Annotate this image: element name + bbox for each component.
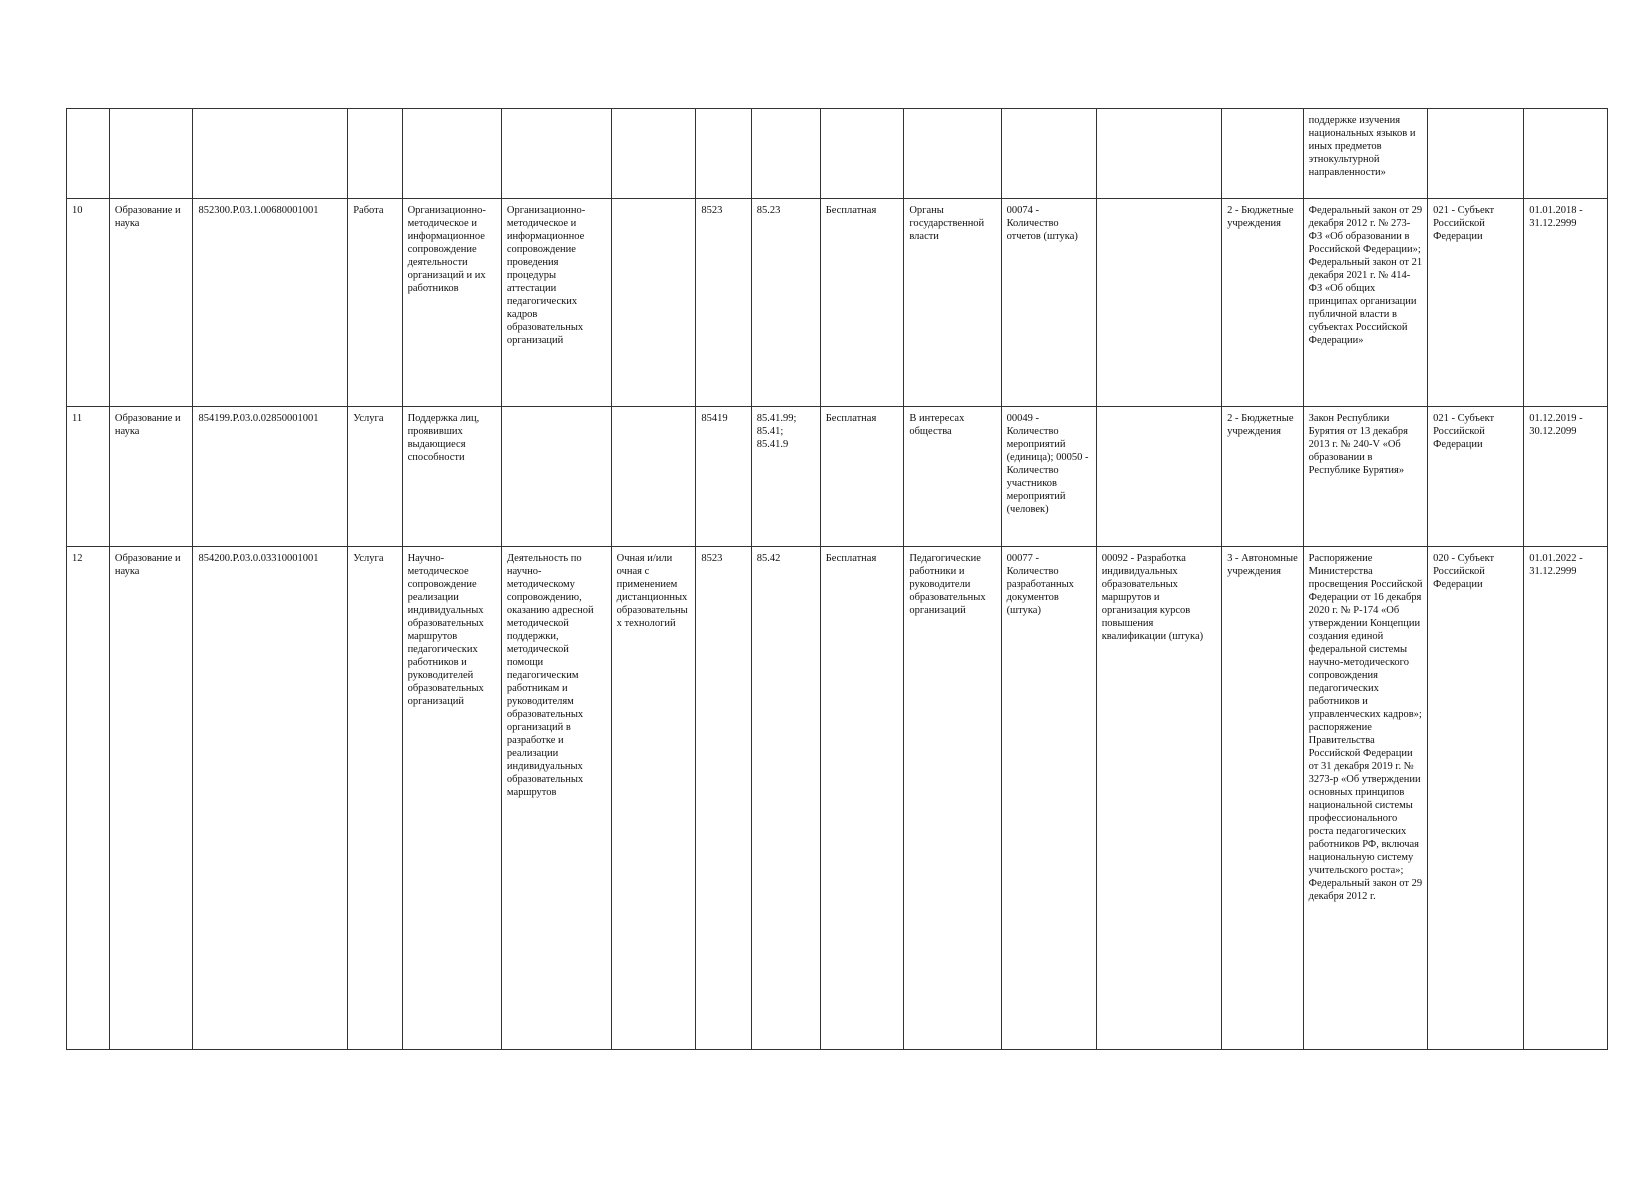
- cell-legal-basis: поддержке изучения национальных языков и иных предметов этнокультурной направленности»: [1303, 109, 1427, 199]
- cell-okved-code: 85419: [696, 407, 751, 547]
- cell-payment: Бесплатная: [820, 547, 904, 1050]
- cell-sector: Образование и наука: [109, 199, 193, 407]
- cell-legal-basis: Закон Республики Бурятия от 13 декабря 2013 г. № 240-V «Об образовании в Республике Бурятия»: [1303, 407, 1427, 547]
- table-row-continuation: [67, 109, 1608, 199]
- cell-okpd-code: [751, 109, 820, 199]
- cell-type: Услуга: [348, 547, 402, 1050]
- cell-institution-type: 2 - Бюджетные учреждения: [1222, 199, 1304, 407]
- table-row: [67, 199, 1608, 407]
- cell-content: [501, 407, 611, 547]
- cell-conditions: [611, 109, 696, 199]
- cell-service-name: Научно-методическое сопровождение реализации индивидуальных образовательных маршрутов педагогических работников и руководителей образовательных организаций: [402, 547, 501, 1050]
- cell-okpd-code: 85.42: [751, 547, 820, 1050]
- cell-consumers: [904, 109, 1001, 199]
- cell-okved-code: [696, 109, 751, 199]
- cell-consumers: Педагогические работники и руководители образовательных организаций: [904, 547, 1001, 1050]
- cell-volume-indicator: 00077 - Количество разработанных документов (штука): [1001, 547, 1096, 1050]
- table-row: [67, 407, 1608, 547]
- cell-volume-indicator: 00049 - Количество мероприятий (единица); 00050 - Количество участников мероприятий (человек): [1001, 407, 1096, 547]
- cell-number: [67, 109, 110, 199]
- cell-okved-code: 8523: [696, 199, 751, 407]
- cell-content: [501, 109, 611, 199]
- cell-sector: [109, 109, 193, 199]
- cell-okved-code: 8523: [696, 547, 751, 1050]
- cell-authority: [1428, 109, 1524, 199]
- cell-payment: [820, 109, 904, 199]
- cell-number: 10: [67, 199, 110, 407]
- cell-registry-code: [193, 109, 348, 199]
- cell-period: 01.01.2022 - 31.12.2999: [1524, 547, 1608, 1050]
- cell-payment: Бесплатная: [820, 407, 904, 547]
- cell-service-name: [402, 109, 501, 199]
- cell-volume-indicator: [1001, 109, 1096, 199]
- cell-conditions: Очная и/или очная с применением дистанционных образовательных технологий: [611, 547, 696, 1050]
- cell-consumers: Органы государственной власти: [904, 199, 1001, 407]
- cell-period: 01.01.2018 - 31.12.2999: [1524, 199, 1608, 407]
- cell-authority: 020 - Субъект Российской Федерации: [1428, 547, 1524, 1050]
- cell-type: Услуга: [348, 407, 402, 547]
- cell-number: 12: [67, 547, 110, 1050]
- cell-period: [1524, 109, 1608, 199]
- cell-legal-basis: Федеральный закон от 29 декабря 2012 г. № 273-ФЗ «Об образовании в Российской Федерации»; Федеральный закон от 21 декабря 2021 г. № 414-ФЗ «Об общих принципах организации публичной власти в субъектах Российской Федерации»: [1303, 199, 1427, 407]
- cell-number: 11: [67, 407, 110, 547]
- cell-service-name: Организационно-методическое и информационное сопровождение деятельности организаций и их работников: [402, 199, 501, 407]
- cell-service-name: Поддержка лиц, проявивших выдающиеся способности: [402, 407, 501, 547]
- registry-table: [66, 108, 1608, 1050]
- cell-quality-indicator: [1096, 407, 1221, 547]
- cell-registry-code: 854199.Р.03.0.02850001001: [193, 407, 348, 547]
- cell-registry-code: 854200.Р.03.0.03310001001: [193, 547, 348, 1050]
- cell-content: Деятельность по научно-методическому сопровождению, оказанию адресной методической поддержки, методической помощи педагогическим работникам и руководителям образовательных организаций в разработке и реализации индивидуальных образовательных маршрутов: [501, 547, 611, 1050]
- cell-authority: 021 - Субъект Российской Федерации: [1428, 407, 1524, 547]
- cell-content: Организационно-методическое и информационное сопровождение проведения процедуры аттестации педагогических кадров образовательных организаций: [501, 199, 611, 407]
- cell-volume-indicator: 00074 - Количество отчетов (штука): [1001, 199, 1096, 407]
- cell-quality-indicator: 00092 - Разработка индивидуальных образовательных маршрутов и организация курсов повышения квалификации (штука): [1096, 547, 1221, 1050]
- cell-period: 01.12.2019 - 30.12.2099: [1524, 407, 1608, 547]
- cell-registry-code: 852300.Р.03.1.00680001001: [193, 199, 348, 407]
- cell-type: Работа: [348, 199, 402, 407]
- cell-institution-type: 2 - Бюджетные учреждения: [1222, 407, 1304, 547]
- cell-conditions: [611, 199, 696, 407]
- table-row: [67, 547, 1608, 1050]
- cell-quality-indicator: [1096, 199, 1221, 407]
- cell-conditions: [611, 407, 696, 547]
- cell-sector: Образование и наука: [109, 547, 193, 1050]
- cell-legal-basis: Распоряжение Министерства просвещения Российской Федерации от 16 декабря 2020 г. № Р-174 «Об утверждении Концепции создания единой федеральной системы научно-методического сопровождения педагогических работников и управленческих кадров»; распоряжение Правительства Российской Федерации от 31 декабря 2019 г. № 3273-р «Об утверждении основных принципов национальной системы профессионального роста педагогических работников РФ, включая национальную систему учительского роста»; Федеральный закон от 29 декабря 2012 г.: [1303, 547, 1427, 1050]
- cell-institution-type: [1222, 109, 1304, 199]
- cell-authority: 021 - Субъект Российской Федерации: [1428, 199, 1524, 407]
- cell-okpd-code: 85.23: [751, 199, 820, 407]
- cell-payment: Бесплатная: [820, 199, 904, 407]
- cell-consumers: В интересах общества: [904, 407, 1001, 547]
- cell-sector: Образование и наука: [109, 407, 193, 547]
- cell-okpd-code: 85.41.99; 85.41; 85.41.9: [751, 407, 820, 547]
- cell-institution-type: 3 - Автономные учреждения: [1222, 547, 1304, 1050]
- cell-quality-indicator: [1096, 109, 1221, 199]
- cell-type: [348, 109, 402, 199]
